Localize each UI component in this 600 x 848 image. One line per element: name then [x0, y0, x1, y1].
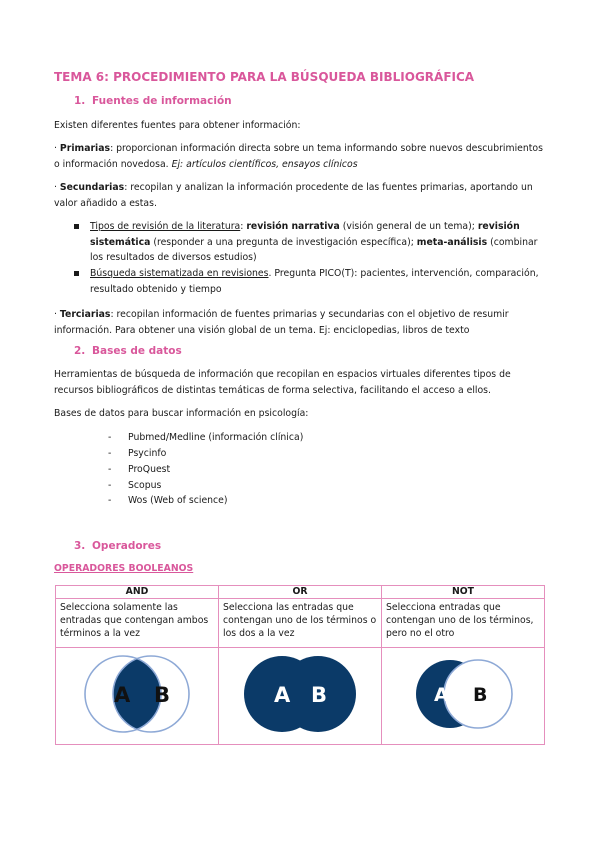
or-venn-diagram: [237, 649, 363, 739]
not-label-b: B: [473, 684, 488, 706]
and-label-b: B: [154, 683, 171, 707]
operators-table: [55, 585, 545, 745]
paragraph-terciarias: · Terciarias: recopilan información de fuentes primarias y secundarias con el objetivo de resumir información. Para obtener una visión global de un tema. Ej: enciclopedias, libros de texto: [54, 309, 509, 336]
bullet-square-icon: [74, 271, 79, 276]
and-venn-diagram: [77, 649, 197, 739]
not-venn-diagram: [408, 649, 518, 739]
not-diagram-cell: [382, 648, 545, 745]
list-item: - Wos (Web of science): [108, 495, 228, 506]
or-description: Selecciona las entradas que contengan uno de los términos o los dos a la vez: [219, 599, 382, 648]
or-label-a: A: [274, 683, 291, 707]
bullet-square-icon: [74, 224, 79, 229]
list-item: Búsqueda sistematizada en revisiones. Pregunta PICO(T): pacientes, intervención, comparación, resultado obtenido y tiempo: [74, 266, 544, 297]
column-header-not: NOT: [382, 586, 545, 599]
and-description: Selecciona solamente las entradas que contengan ambos términos a la vez: [56, 599, 219, 648]
table-row: [56, 599, 545, 648]
not-description: Selecciona entradas que contengan uno de los términos, pero no el otro: [382, 599, 545, 648]
fuentes-intro: Existen diferentes fuentes para obtener información:: [54, 120, 301, 131]
section-heading-fuentes: 1. Fuentes de información: [74, 95, 232, 107]
paragraph-secundarias: · Secundarias: recopilan y analizan la información procedente de las fuentes primarias, aportando un valor añadido a estas.: [54, 182, 533, 209]
table-row: [56, 648, 545, 745]
bases-lead: Bases de datos para buscar información en psicología:: [54, 408, 309, 419]
table-header-row: [56, 586, 545, 599]
section-heading-bases: 2. Bases de datos: [74, 345, 182, 357]
list-item: - ProQuest: [108, 464, 171, 475]
list-item: - Psycinfo: [108, 448, 167, 459]
column-header-or: OR: [219, 586, 382, 599]
list-item: - Pubmed/Medline (información clínica): [108, 432, 304, 443]
not-label-a: A: [434, 684, 449, 706]
bases-intro: Herramientas de búsqueda de información que recopilan en espacios virtuales diferentes tipos de recursos bibliográficos de distintas temáticas de forma selectiva, facilitando el acceso a ellos.: [54, 369, 511, 396]
booleans-subheading: OPERADORES BOOLEANOS: [54, 563, 194, 574]
paragraph-primarias: · Primarias: proporcionan información directa sobre un tema informando sobre nuevos descubrimientos o información novedosa. Ej: artículos científicos, ensayos clínicos: [54, 143, 543, 170]
and-diagram-cell: [56, 648, 219, 745]
section-heading-operadores: 3. Operadores: [74, 540, 162, 552]
list-item: Tipos de revisión de la literatura: revisión narrativa (visión general de un tema); revisión sistemática (responder a una pregunta de investigación específica); meta-análisis (combinar los resultados de diversos estudios): [74, 219, 544, 266]
or-diagram-cell: [219, 648, 382, 745]
column-header-and: AND: [56, 586, 219, 599]
page-title: TEMA 6: PROCEDIMIENTO PARA LA BÚSQUEDA BIBLIOGRÁFICA: [54, 70, 475, 84]
and-label-a: A: [114, 683, 131, 707]
or-label-b: B: [311, 683, 328, 707]
list-item: - Scopus: [108, 480, 162, 491]
